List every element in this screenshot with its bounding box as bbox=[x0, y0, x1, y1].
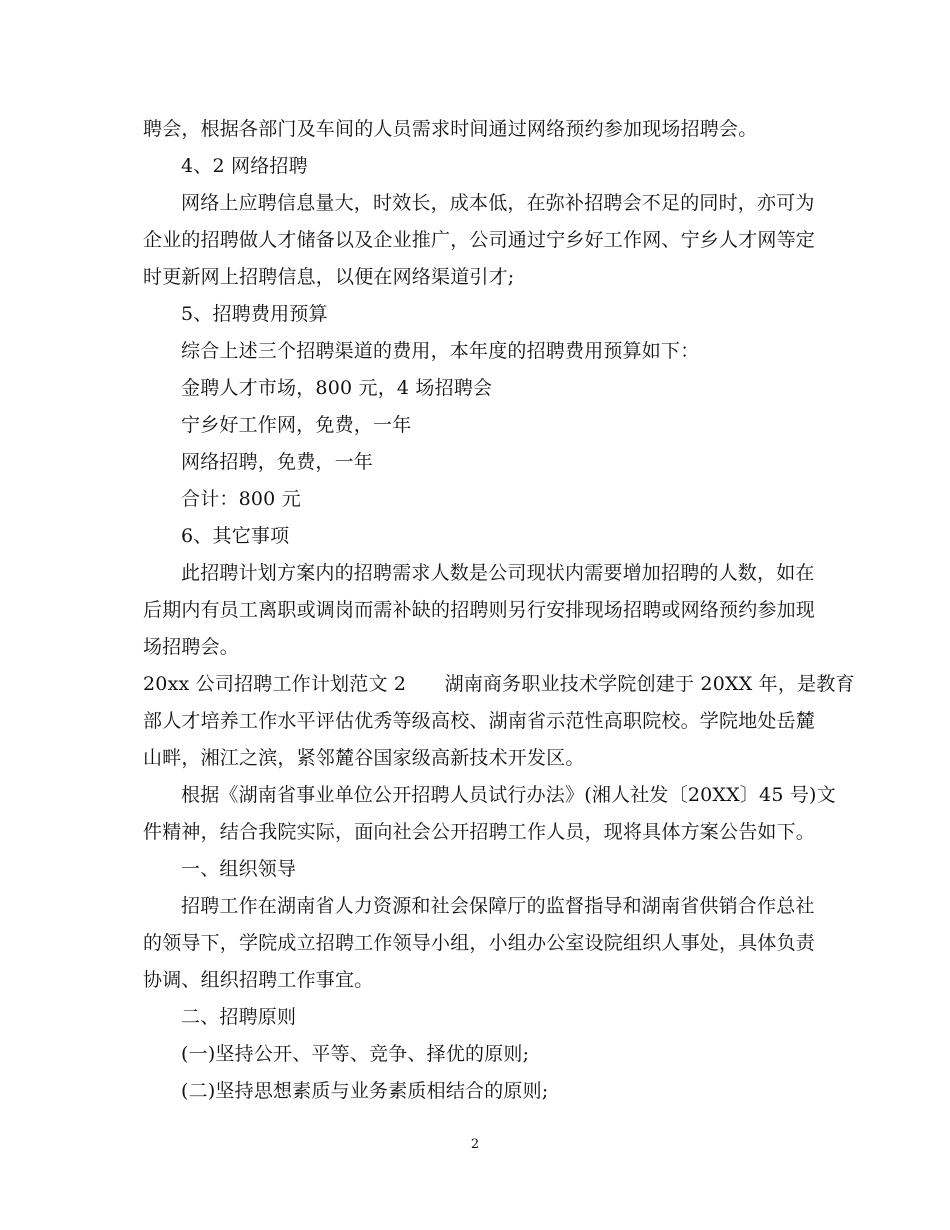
section-heading: 5、招聘费用预算 bbox=[181, 303, 328, 325]
text-line: 招聘工作在湖南省人力资源和社会保障厅的监督指导和湖南省供销合作总社 bbox=[181, 895, 815, 917]
budget-item: 金聘人才市场，800 元，4 场招聘会 bbox=[181, 377, 493, 399]
text-line: 时更新网上招聘信息，以便在网络渠道引才; bbox=[143, 266, 515, 288]
principle-item: (二)坚持思想素质与业务素质相结合的原则; bbox=[181, 1080, 549, 1102]
section-heading: 4、2 网络招聘 bbox=[181, 155, 308, 177]
section-heading: 二、招聘原则 bbox=[181, 1006, 297, 1028]
text-line: 件精神，结合我院实际，面向社会公开招聘工作人员，现将具体方案公告如下。 bbox=[143, 821, 816, 843]
text-line: 场招聘会。 bbox=[143, 636, 240, 658]
text-line: 此招聘计划方案内的招聘需求人数是公司现状内需要增加招聘的人数，如在 bbox=[181, 562, 815, 584]
text-line: 后期内有员工离职或调岗而需补缺的招聘则另行安排现场招聘或网络预约参加现 bbox=[143, 599, 816, 621]
text-line: 协调、组织招聘工作事宜。 bbox=[143, 969, 374, 991]
section-heading: 一、组织领导 bbox=[181, 858, 297, 880]
budget-total: 合计：800 元 bbox=[181, 488, 301, 510]
budget-item: 宁乡好工作网，免费，一年 bbox=[181, 414, 412, 436]
text-line: 20xx 公司招聘工作计划范文 2 湖南商务职业技术学院创建于 20XX 年，是教育 bbox=[143, 673, 855, 695]
principle-item: (一)坚持公开、平等、竞争、择优的原则; bbox=[181, 1043, 530, 1065]
section-heading: 6、其它事项 bbox=[181, 525, 290, 547]
text-line: 网络上应聘信息量大，时效长，成本低，在弥补招聘会不足的同时，亦可为 bbox=[181, 192, 815, 214]
text-line: 企业的招聘做人才储备以及企业推广，公司通过宁乡好工作网、宁乡人才网等定 bbox=[143, 229, 816, 251]
page-number: 2 bbox=[470, 1137, 480, 1152]
text-line: 的领导下，学院成立招聘工作领导小组，小组办公室设院组织人事处，具体负责 bbox=[143, 932, 816, 954]
text-line: 聘会，根据各部门及车间的人员需求时间通过网络预约参加现场招聘会。 bbox=[143, 118, 758, 140]
text-line: 根据《湖南省事业单位公开招聘人员试行办法》(湘人社发〔20XX〕45 号)文 bbox=[181, 784, 836, 806]
text-line: 山畔，湘江之滨，紧邻麓谷国家级高新技术开发区。 bbox=[143, 747, 585, 769]
budget-item: 网络招聘，免费，一年 bbox=[181, 451, 374, 473]
text-line: 综合上述三个招聘渠道的费用，本年度的招聘费用预算如下： bbox=[181, 340, 700, 362]
text-line: 部人才培养工作水平评估优秀等级高校、湖南省示范性高职院校。学院地处岳麓 bbox=[143, 710, 816, 732]
